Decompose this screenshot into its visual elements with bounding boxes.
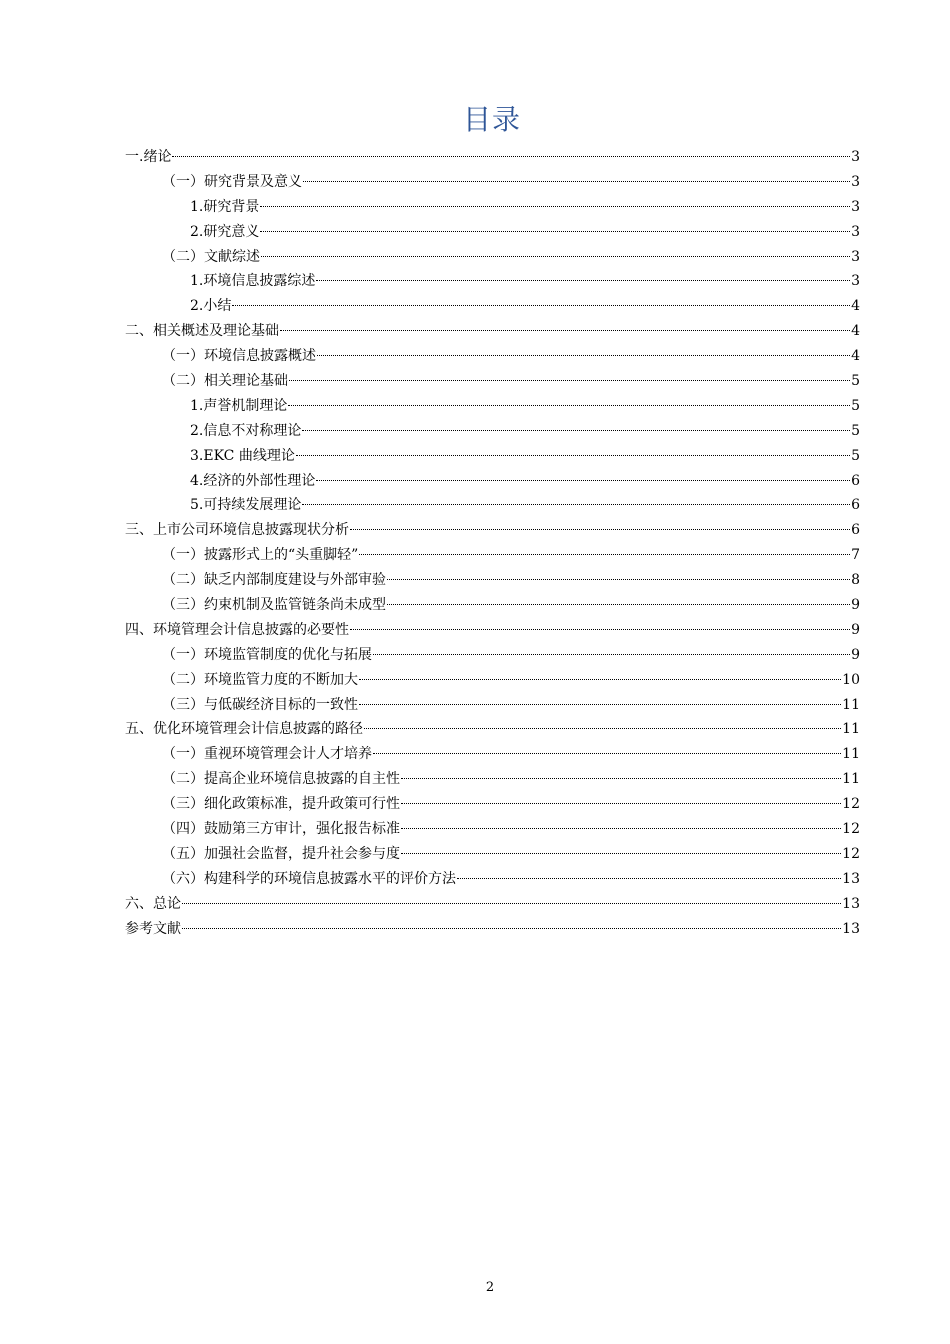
toc-entry-label: （五）加强社会监督，提升社会参与度 xyxy=(162,845,400,862)
toc-entry-page-number: 13 xyxy=(842,870,860,887)
toc-entry[interactable] xyxy=(125,419,860,444)
toc-entry-label: （三）与低碳经济目标的一致性 xyxy=(162,696,358,713)
toc-dot-leader xyxy=(401,803,841,804)
toc-dot-leader xyxy=(302,430,850,431)
toc-entry-label: （一）环境监管制度的优化与拓展 xyxy=(162,646,372,663)
toc-entry-label: （二）提高企业环境信息披露的自主性 xyxy=(162,771,400,788)
toc-entry[interactable] xyxy=(125,344,860,369)
toc-dot-leader xyxy=(401,778,841,779)
toc-entry-label: 六、总论 xyxy=(125,895,181,912)
toc-entry-page-number: 3 xyxy=(851,173,860,190)
toc-entry[interactable] xyxy=(125,394,860,419)
toc-entry-label: （三）细化政策标准，提升政策可行性 xyxy=(162,796,400,813)
toc-entry[interactable] xyxy=(125,618,860,643)
toc-entry-page-number: 3 xyxy=(851,149,860,165)
toc-entry-page-number: 3 xyxy=(851,223,860,240)
toc-entry[interactable] xyxy=(125,269,860,294)
toc-entry-label: 4.经济的外部性理论 xyxy=(190,472,316,489)
toc-dot-leader xyxy=(457,878,841,879)
toc-entry-label: 四、环境管理会计信息披露的必要性 xyxy=(125,621,349,638)
toc-entry[interactable] xyxy=(125,568,860,593)
toc-entry[interactable] xyxy=(125,867,860,892)
toc-entry-label: 2.小结 xyxy=(190,298,232,315)
toc-entry[interactable] xyxy=(125,170,860,195)
toc-entry-page-number: 3 xyxy=(851,273,860,290)
toc-entry-page-number: 4 xyxy=(851,323,860,340)
toc-entry-page-number: 5 xyxy=(851,397,860,414)
toc-entry-label: （二）环境监管力度的不断加大 xyxy=(162,671,358,688)
toc-entry-page-number: 11 xyxy=(842,746,860,763)
toc-entry-page-number: 7 xyxy=(851,547,860,564)
toc-entry[interactable] xyxy=(125,717,860,742)
toc-entry-label: 三、上市公司环境信息披露现状分析 xyxy=(125,522,349,539)
toc-dot-leader xyxy=(350,529,850,530)
toc-entry-page-number: 11 xyxy=(842,696,860,713)
toc-entry[interactable] xyxy=(125,145,860,170)
toc-entry[interactable] xyxy=(125,518,860,543)
toc-entry-label: 五、优化环境管理会计信息披露的路径 xyxy=(125,721,363,738)
toc-dot-leader xyxy=(316,480,850,481)
toc-entry-page-number: 3 xyxy=(851,198,860,215)
toc-entry[interactable] xyxy=(125,245,860,270)
toc-entry-page-number: 11 xyxy=(842,721,860,738)
toc-entry-page-number: 5 xyxy=(851,447,860,464)
toc-dot-leader xyxy=(260,231,850,232)
toc-dot-leader xyxy=(182,903,841,904)
toc-entry-page-number: 10 xyxy=(842,671,860,688)
toc-entry-page-number: 6 xyxy=(851,472,860,489)
toc-entry-label: （二）相关理论基础 xyxy=(162,373,288,390)
toc-entry-label: （二）文献综述 xyxy=(162,248,260,265)
toc-entry-label: （三）约束机制及监管链条尚未成型 xyxy=(162,597,386,614)
toc-entry-page-number: 6 xyxy=(851,522,860,539)
toc-dot-leader xyxy=(182,928,841,929)
toc-entry-label: 5.可持续发展理论 xyxy=(190,497,302,514)
toc-entry-label: （一）重视环境管理会计人才培养 xyxy=(162,746,372,763)
toc-dot-leader xyxy=(317,355,850,356)
toc-title: 目录 xyxy=(462,103,521,136)
toc-entry-page-number: 4 xyxy=(851,298,860,315)
toc-dot-leader xyxy=(289,380,850,381)
table-of-contents xyxy=(125,145,860,942)
toc-entry-page-number: 12 xyxy=(842,821,860,838)
toc-entry-label: （二）缺乏内部制度建设与外部审验 xyxy=(162,572,386,589)
toc-dot-leader xyxy=(232,305,850,306)
toc-dot-leader xyxy=(261,256,850,257)
toc-entry[interactable] xyxy=(125,817,860,842)
toc-entry[interactable] xyxy=(125,842,860,867)
toc-dot-leader xyxy=(288,405,850,406)
toc-dot-leader xyxy=(280,330,850,331)
toc-entry-label: 1.声誉机制理论 xyxy=(190,397,288,414)
toc-dot-leader xyxy=(316,280,850,281)
toc-entry-label: 2.研究意义 xyxy=(190,223,260,240)
toc-dot-leader xyxy=(401,828,841,829)
toc-entry[interactable] xyxy=(125,369,860,394)
toc-dot-leader xyxy=(303,181,850,182)
toc-entry[interactable] xyxy=(125,493,860,518)
toc-entry[interactable] xyxy=(125,917,860,942)
toc-entry[interactable] xyxy=(125,892,860,917)
toc-entry-page-number: 9 xyxy=(851,597,860,614)
toc-entry[interactable] xyxy=(125,693,860,718)
toc-entry-page-number: 4 xyxy=(851,348,860,365)
toc-entry[interactable] xyxy=(125,444,860,469)
toc-entry-label: （一）研究背景及意义 xyxy=(162,173,302,190)
toc-entry-label: 1.环境信息披露综述 xyxy=(190,273,316,290)
toc-dot-leader xyxy=(373,753,841,754)
toc-entry-page-number: 5 xyxy=(851,373,860,390)
toc-entry[interactable] xyxy=(125,767,860,792)
toc-dot-leader xyxy=(172,156,850,157)
toc-entry-page-number: 5 xyxy=(851,422,860,439)
toc-dot-leader xyxy=(359,679,841,680)
page-number: 2 xyxy=(485,1280,495,1295)
toc-entry[interactable] xyxy=(125,543,860,568)
toc-dot-leader xyxy=(387,604,850,605)
toc-entry-label: （一）环境信息披露概述 xyxy=(162,348,316,365)
toc-entry[interactable] xyxy=(125,195,860,220)
toc-entry-page-number: 8 xyxy=(851,572,860,589)
toc-entry-page-number: 9 xyxy=(851,646,860,663)
toc-dot-leader xyxy=(401,853,841,854)
toc-entry-label: 二、相关概述及理论基础 xyxy=(125,323,279,340)
toc-entry[interactable] xyxy=(125,593,860,618)
toc-entry[interactable] xyxy=(125,668,860,693)
toc-entry-label: （四）鼓励第三方审计，强化报告标准 xyxy=(162,821,400,838)
toc-dot-leader xyxy=(260,206,850,207)
toc-entry-page-number: 9 xyxy=(851,621,860,638)
toc-entry-label: 2.信息不对称理论 xyxy=(190,422,302,439)
toc-dot-leader xyxy=(359,554,850,555)
toc-entry[interactable] xyxy=(125,319,860,344)
toc-entry-page-number: 12 xyxy=(842,796,860,813)
toc-entry-label: （六）构建科学的环境信息披露水平的评价方法 xyxy=(162,870,456,887)
toc-entry-page-number: 13 xyxy=(842,920,860,937)
toc-entry-page-number: 6 xyxy=(851,497,860,514)
toc-entry-label: 1.研究背景 xyxy=(190,198,260,215)
toc-dot-leader xyxy=(302,504,850,505)
toc-dot-leader xyxy=(296,455,850,456)
toc-entry[interactable] xyxy=(125,220,860,245)
toc-entry-page-number: 12 xyxy=(842,845,860,862)
toc-entry-page-number: 11 xyxy=(842,771,860,788)
toc-entry-label: 一.绪论 xyxy=(125,149,172,165)
toc-dot-leader xyxy=(359,704,841,705)
toc-entry-label: 3.EKC 曲线理论 xyxy=(190,447,295,464)
toc-entry[interactable] xyxy=(125,469,860,494)
toc-entry-page-number: 3 xyxy=(851,248,860,265)
toc-entry-page-number: 13 xyxy=(842,895,860,912)
toc-dot-leader xyxy=(364,728,841,729)
toc-entry[interactable] xyxy=(125,643,860,668)
toc-entry[interactable] xyxy=(125,742,860,767)
toc-entry[interactable] xyxy=(125,792,860,817)
toc-entry-label: 参考文献 xyxy=(125,920,181,937)
toc-dot-leader xyxy=(387,579,850,580)
toc-entry-label: （一）披露形式上的“头重脚轻” xyxy=(162,547,359,564)
toc-entry[interactable] xyxy=(125,294,860,319)
toc-dot-leader xyxy=(350,629,850,630)
toc-dot-leader xyxy=(373,654,850,655)
